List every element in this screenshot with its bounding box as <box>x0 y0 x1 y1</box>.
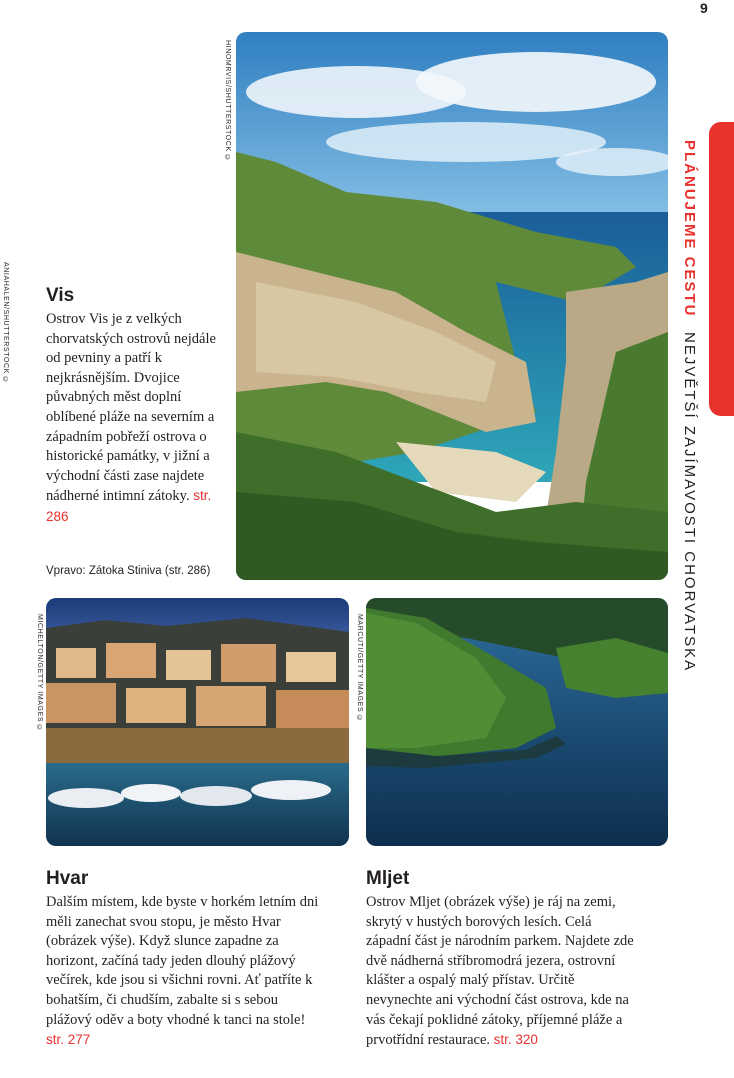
mljet-photo-credit: MARCUTI/GETTY IMAGES © <box>356 614 363 723</box>
hvar-text: Dalším místem, kde byste v horkém letním dni měli zanechat svou stopu, je město Hvar (obrázek výše). Když slunce zapadne za horizont, začíná tady jeden dlouhý plážový večírek, kde jsou si všichni rovni. Ať patříte k bohatším, či chudším, zabalte si s sebou plážový oděv a boty vhodné k tanci na stole! <box>46 894 319 1028</box>
vis-title: Vis <box>46 285 75 306</box>
vis-page-ref[interactable]: str. 286 <box>46 488 212 524</box>
page-number: 9 <box>700 0 708 16</box>
mljet-text-block <box>366 893 634 1051</box>
mljet-text: Ostrov Mljet (obrázek výše) je ráj na zemi, skrytý v hustých borových lesích. Celá západní část je národním parkem. Najdete zde dvě nádherná stříbromodrá jezera, ostrovní klášter a ospalý malý přístav. Určitě nevynechte ani východní část ostrova, kde na vás čekají poklidné zátoky, příjemné pláže a prvotřídní restaurace. <box>366 894 634 1049</box>
hvar-photo-credit: MICHELTON/GETTY IMAGES © <box>36 614 43 733</box>
hvar-title: Hvar <box>46 868 89 889</box>
vis-caption: Vpravo: Zátoka Stiniva (str. 286) <box>46 565 211 577</box>
section-label <box>681 140 698 672</box>
hvar-page-ref[interactable]: str. 277 <box>46 1032 91 1048</box>
vis-photo-credit: HINOMRVIS/SHUTTERSTOCK © <box>224 40 231 162</box>
hvar-text-block <box>46 893 321 1051</box>
mljet-page-ref[interactable]: str. 320 <box>493 1032 538 1048</box>
margin-credit: ANIAHALEN/SHUTTERSTOCK © <box>2 262 9 385</box>
vis-text: Ostrov Vis je z velkých chorvatských ostrovů nejdále od pevniny a patří k nejkrásnějším. Dvojice půvabných měst doplní oblíbené pláže na severním a západním pobřeží ostrova o historické památky, v jižní a východní části zase najdete nádherné intimní zátoky. <box>46 311 216 505</box>
section-sub-label: NEJVĚTŠÍ ZAJÍMAVOSTI CHORVATSKA <box>681 331 698 672</box>
vis-photo <box>236 32 668 580</box>
section-main-label: PLÁNUJEME CESTU <box>681 140 698 318</box>
mljet-title: Mljet <box>366 868 410 889</box>
hvar-photo <box>46 598 349 846</box>
section-tab <box>709 122 734 416</box>
mljet-photo <box>366 598 668 846</box>
vis-text-block <box>46 310 224 528</box>
